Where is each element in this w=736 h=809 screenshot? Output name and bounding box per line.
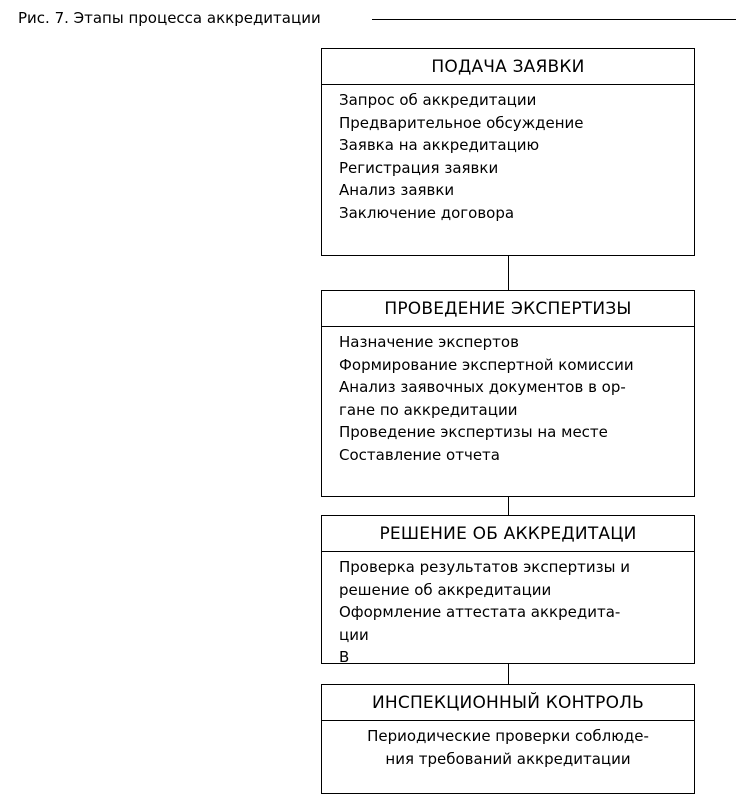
stage-step: Предварительное обсуждение (339, 113, 584, 132)
stage-step: Запрос об аккредитации (339, 91, 537, 109)
stage-step: Оформление аттестата аккредита- (339, 603, 621, 621)
stage-step: Формирование экспертной комиссии (339, 355, 634, 374)
stage-title: ИНСПЕКЦИОННЫЙ КОНТРОЛЬ (322, 685, 694, 721)
stage-box-application (321, 48, 695, 256)
stage-title: ПОДАЧА ЗАЯВКИ (322, 49, 694, 85)
stage-step: Анализ заявочных документов в ор- (339, 378, 626, 396)
stage-title: РЕШЕНИЕ ОБ АККРЕДИТАЦИ (322, 516, 694, 552)
stage-box-decision (321, 515, 695, 664)
caption-text: Рис. 7. Этапы процесса аккредитации (18, 9, 321, 27)
stage-step: Проведение экспертизы на месте (339, 423, 608, 441)
stage-step: решение об аккредитации (339, 580, 552, 599)
stage-box-expertise (321, 290, 695, 497)
stage-step: гане по аккредитации (339, 400, 518, 419)
connector-line (508, 256, 509, 290)
stage-step: Назначение экспертов (339, 333, 519, 351)
stage-step-truncated: В (339, 648, 350, 666)
stage-step: Заключение договора (339, 203, 515, 222)
stage-steps (322, 552, 694, 666)
connector-line (508, 497, 509, 515)
caption-rule (372, 19, 736, 20)
figure-caption (18, 9, 321, 27)
stage-step: Анализ заявки (339, 181, 455, 199)
stage-step: ния требований аккредитации (385, 749, 631, 768)
stage-step: Регистрация заявки (339, 158, 499, 177)
stage-box-inspection (321, 684, 695, 794)
stage-step: Составление отчета (339, 445, 500, 464)
stage-step: Заявка на аккредитацию (339, 136, 540, 154)
stage-step: ции (339, 625, 369, 644)
stage-steps (322, 327, 694, 466)
stage-step: Проверка результатов экспертизы и (339, 558, 630, 576)
stage-step: Периодические проверки соблюде- (367, 727, 649, 745)
stage-title: ПРОВЕДЕНИЕ ЭКСПЕРТИЗЫ (322, 291, 694, 327)
stage-steps (322, 721, 694, 770)
connector-line (508, 664, 509, 684)
stage-steps (322, 85, 694, 224)
